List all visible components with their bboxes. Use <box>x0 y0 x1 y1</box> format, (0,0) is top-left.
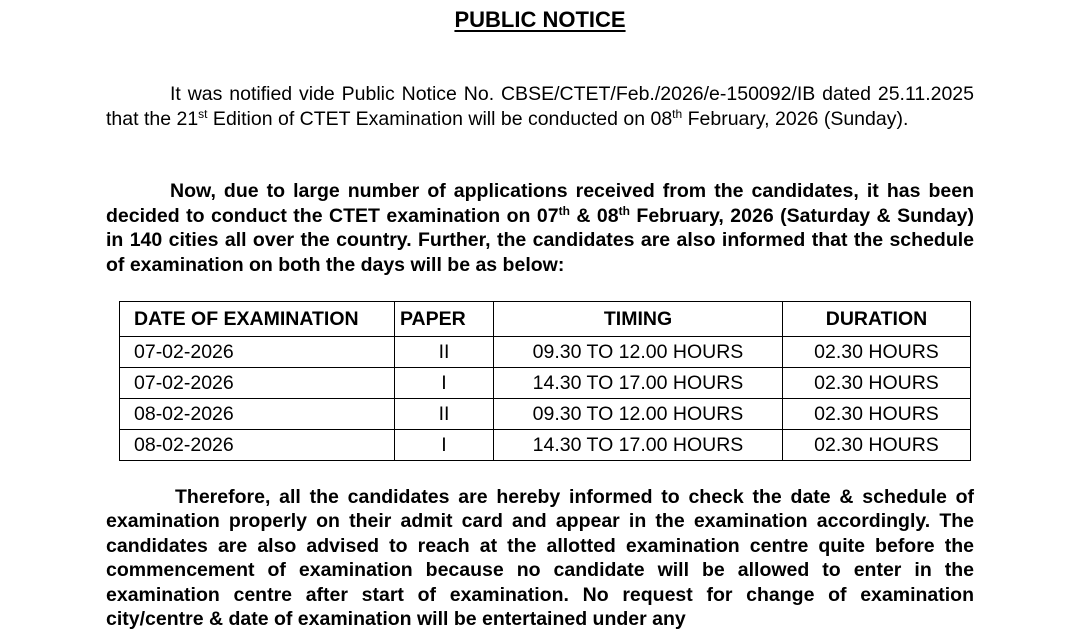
notice-title <box>0 6 1080 34</box>
para1-superscript-1: st <box>198 106 208 121</box>
para2-superscript-1: th <box>558 203 570 218</box>
notification-paragraph <box>106 82 974 131</box>
header-date: DATE OF EXAMINATION <box>120 302 395 337</box>
header-timing: TIMING <box>494 302 783 337</box>
cell-date: 07-02-2026 <box>120 368 395 399</box>
cell-duration: 02.30 HOURS <box>783 430 971 461</box>
cell-paper: II <box>395 337 494 368</box>
table-row <box>120 368 971 399</box>
para2-superscript-2: th <box>618 203 630 218</box>
cell-paper: II <box>395 399 494 430</box>
schedule-change-paragraph <box>106 179 974 277</box>
cell-timing: 14.30 TO 17.00 HOURS <box>494 430 783 461</box>
para3-text: Therefore, all the candidates are hereby informed to check the date & schedule of examination properly on their admit card and appear in the examination accordingly. The candidates are also advised to reach at the allotted examination centre quite before the commencement of examination because no candidate will be allowed to enter in the examination centre after start of examination. No request for change of examination city/centre & date of examination will be entertained under any <box>106 486 974 631</box>
para2-text-3: February, 2026 (Saturday & Sunday) in 140 cities all over the country. Further, the candidates are also informed that the schedule of examination on both the days will be as below: <box>106 204 974 276</box>
cell-duration: 02.30 HOURS <box>783 337 971 368</box>
cell-timing: 14.30 TO 17.00 HOURS <box>494 368 783 399</box>
para2-text-1: Now, due to large number of applications received from the candidates, it has been decided to conduct the CTET examination on 07 <box>106 180 974 227</box>
notice-title-text: PUBLIC NOTICE <box>454 7 626 32</box>
cell-paper: I <box>395 430 494 461</box>
para1-text-1: It was notified vide Public Notice No. CBSE/CTET/Feb./2026/e-150092/IB dated 25.11.2025 that the 21 <box>106 83 974 130</box>
advisory-paragraph <box>106 485 974 631</box>
para1-text-3: February, 2026 (Sunday). <box>682 107 909 130</box>
table-row <box>120 337 971 368</box>
exam-schedule-table <box>119 301 971 461</box>
cell-duration: 02.30 HOURS <box>783 399 971 430</box>
cell-timing: 09.30 TO 12.00 HOURS <box>494 399 783 430</box>
cell-paper: I <box>395 368 494 399</box>
table-header-row <box>120 302 971 337</box>
cell-date: 08-02-2026 <box>120 399 395 430</box>
para1-superscript-2: th <box>672 106 683 121</box>
cell-duration: 02.30 HOURS <box>783 368 971 399</box>
header-paper: PAPER <box>395 302 494 337</box>
cell-timing: 09.30 TO 12.00 HOURS <box>494 337 783 368</box>
para1-text-2: Edition of CTET Examination will be conducted on 08 <box>207 107 673 130</box>
table-row <box>120 399 971 430</box>
header-duration: DURATION <box>783 302 971 337</box>
cell-date: 08-02-2026 <box>120 430 395 461</box>
cell-date: 07-02-2026 <box>120 337 395 368</box>
para2-text-2: & 08 <box>569 204 619 227</box>
table-row <box>120 430 971 461</box>
